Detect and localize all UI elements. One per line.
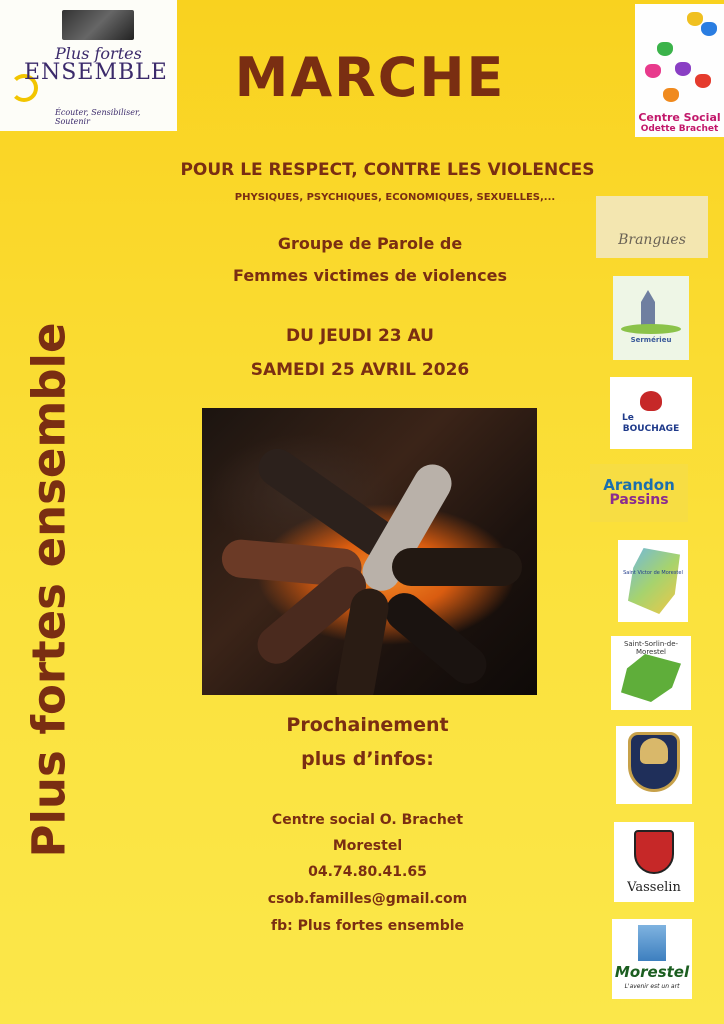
- contact-email[interactable]: csob.familles@gmail.com: [267, 891, 468, 907]
- group-line2: Femmes victimes de violences: [233, 266, 507, 285]
- dates-line2: SAMEDI 25 AVRIL 2026: [250, 360, 470, 380]
- sermerieu-logo: [613, 276, 689, 360]
- contact-org: Centre social O. Brachet: [271, 812, 464, 828]
- passins-label: Passins: [609, 492, 669, 508]
- vezeronce-curtin-logo: [616, 726, 692, 804]
- centre-social-line2: Odette Brachet: [640, 124, 719, 134]
- arm-shape: [378, 585, 494, 691]
- saint-victor-logo: [618, 540, 688, 622]
- subtitle: POUR LE RESPECT, CONTRE LES VIOLENCES: [180, 160, 595, 180]
- vasselin-label: Vasselin: [627, 880, 681, 895]
- helmet-icon: [640, 738, 668, 764]
- heart-icon: [640, 391, 662, 411]
- le-bouchage-logo: [610, 377, 692, 449]
- brangues-logo: [596, 196, 708, 258]
- saint-sorlin-label: Saint-Sorlin-de-Morestel: [623, 640, 679, 656]
- hand-icon: [687, 12, 703, 26]
- hands-together-photo: [202, 408, 537, 695]
- side-text: Plus fortes ensemble: [22, 322, 76, 858]
- sermerieu-label: Sermérieu: [630, 336, 672, 344]
- hand-icon: [663, 88, 679, 102]
- announcement-line1: Prochainement: [286, 714, 449, 736]
- hand-icon: [695, 74, 711, 88]
- logo-tagline: Écouter, Sensibiliser, Soutenir: [55, 108, 141, 126]
- logo-line2: ENSEMBLE: [24, 60, 168, 85]
- saint-victor-caption: Saint Victor de Morestel: [623, 570, 683, 576]
- contact-phone: 04.74.80.41.65: [308, 864, 427, 880]
- hand-icon: [701, 22, 717, 36]
- map-shape: [621, 654, 681, 702]
- subtitle-detail: PHYSIQUES, PSYCHIQUES, ECONOMIQUES, SEXUELLES,...: [234, 192, 556, 203]
- saint-sorlin-logo: [611, 636, 691, 710]
- hand-icon: [645, 64, 661, 78]
- page-title: MARCHE: [234, 46, 506, 109]
- hands-icon: [62, 10, 134, 40]
- brangues-label: Brangues: [618, 232, 686, 248]
- vasselin-logo: [614, 822, 694, 902]
- centre-social-logo: [635, 4, 724, 137]
- hand-icon: [657, 42, 673, 56]
- group-line1: Groupe de Parole de: [277, 234, 463, 253]
- dates-line1: DU JEUDI 23 AU: [286, 326, 434, 346]
- le-bouchage-line1: Le: [622, 413, 634, 423]
- announcement-line2: plus d’infos:: [301, 748, 434, 770]
- logo-line1: Plus fortes: [55, 44, 142, 63]
- side-text-container: [14, 300, 84, 880]
- map-shape: [628, 548, 680, 614]
- shield-icon: [634, 830, 674, 874]
- arandon-passins-logo: [590, 464, 688, 522]
- hill-shape: [621, 324, 681, 334]
- contact-city: Morestel: [332, 838, 403, 854]
- morestel-label: Morestel: [614, 963, 690, 981]
- arm-shape: [392, 548, 522, 586]
- centre-social-line1: Centre Social: [638, 111, 721, 124]
- tower-icon: [638, 925, 666, 961]
- morestel-logo: [612, 919, 692, 999]
- le-bouchage-line2: BOUCHAGE: [622, 424, 680, 434]
- contact-facebook: fb: Plus fortes ensemble: [270, 918, 465, 934]
- morestel-tagline: L'avenir est un art: [624, 983, 680, 990]
- plus-fortes-ensemble-logo: [0, 0, 177, 131]
- hand-icon: [675, 62, 691, 76]
- arandon-label: Arandon: [603, 476, 675, 494]
